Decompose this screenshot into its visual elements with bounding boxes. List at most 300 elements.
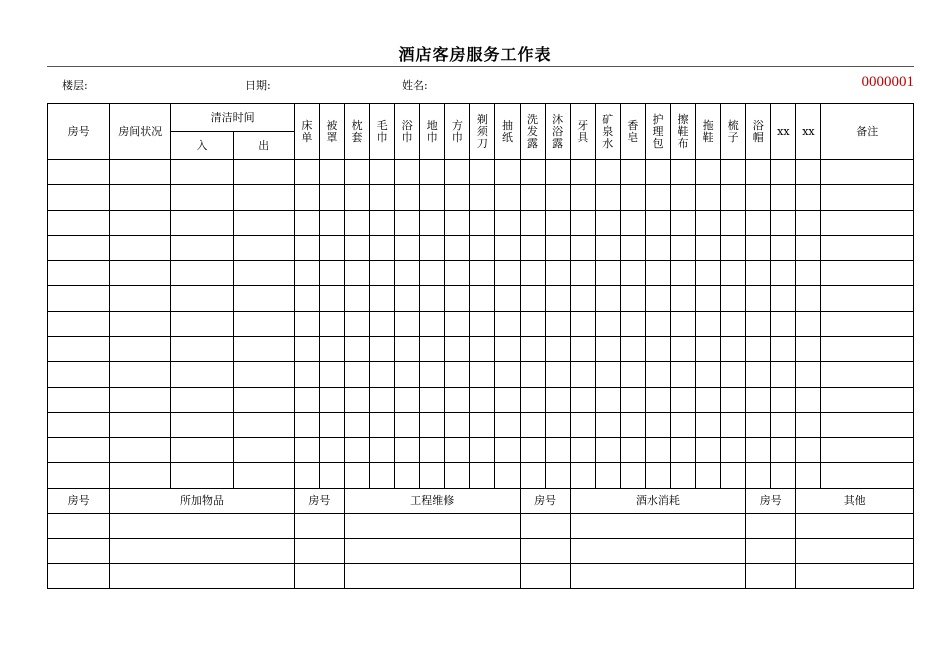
table-cell[interactable] <box>670 311 695 336</box>
table-cell[interactable] <box>48 463 110 488</box>
table-cell[interactable] <box>771 463 796 488</box>
table-cell[interactable] <box>796 513 914 538</box>
table-cell[interactable] <box>48 412 110 437</box>
table-cell[interactable] <box>319 412 344 437</box>
table-cell[interactable] <box>570 387 595 412</box>
table-cell[interactable] <box>110 438 171 463</box>
table-cell[interactable] <box>171 463 233 488</box>
table-cell[interactable] <box>721 210 746 235</box>
table-cell[interactable] <box>796 538 914 563</box>
table-cell[interactable] <box>520 160 545 185</box>
table-cell[interactable] <box>344 311 369 336</box>
table-cell[interactable] <box>796 261 821 286</box>
table-cell[interactable] <box>821 235 914 260</box>
table-cell[interactable] <box>319 311 344 336</box>
table-cell[interactable] <box>171 160 233 185</box>
table-cell[interactable] <box>670 362 695 387</box>
table-cell[interactable] <box>445 235 470 260</box>
table-cell[interactable] <box>171 261 233 286</box>
table-cell[interactable] <box>495 185 520 210</box>
table-cell[interactable] <box>294 185 319 210</box>
table-cell[interactable] <box>796 337 821 362</box>
table-cell[interactable] <box>545 463 570 488</box>
table-cell[interactable] <box>370 362 395 387</box>
table-cell[interactable] <box>294 362 319 387</box>
table-cell[interactable] <box>796 286 821 311</box>
table-cell[interactable] <box>48 286 110 311</box>
table-cell[interactable] <box>570 563 746 588</box>
table-cell[interactable] <box>495 210 520 235</box>
table-cell[interactable] <box>445 438 470 463</box>
table-cell[interactable] <box>620 387 645 412</box>
table-cell[interactable] <box>344 286 369 311</box>
table-cell[interactable] <box>520 513 570 538</box>
table-cell[interactable] <box>344 513 520 538</box>
table-cell[interactable] <box>233 311 294 336</box>
table-cell[interactable] <box>746 261 771 286</box>
table-cell[interactable] <box>696 438 721 463</box>
table-cell[interactable] <box>420 412 445 437</box>
table-cell[interactable] <box>495 286 520 311</box>
table-cell[interactable] <box>319 387 344 412</box>
table-cell[interactable] <box>545 438 570 463</box>
table-cell[interactable] <box>721 235 746 260</box>
table-cell[interactable] <box>445 160 470 185</box>
table-cell[interactable] <box>746 412 771 437</box>
table-cell[interactable] <box>171 412 233 437</box>
table-cell[interactable] <box>721 337 746 362</box>
table-cell[interactable] <box>796 438 821 463</box>
table-cell[interactable] <box>771 337 796 362</box>
table-cell[interactable] <box>470 387 495 412</box>
table-cell[interactable] <box>395 463 420 488</box>
table-cell[interactable] <box>319 160 344 185</box>
table-cell[interactable] <box>821 261 914 286</box>
table-cell[interactable] <box>670 463 695 488</box>
table-cell[interactable] <box>370 412 395 437</box>
table-cell[interactable] <box>48 538 110 563</box>
table-cell[interactable] <box>171 337 233 362</box>
table-cell[interactable] <box>171 235 233 260</box>
table-cell[interactable] <box>520 235 545 260</box>
table-cell[interactable] <box>670 261 695 286</box>
table-cell[interactable] <box>746 563 796 588</box>
table-cell[interactable] <box>746 513 796 538</box>
table-cell[interactable] <box>344 563 520 588</box>
table-cell[interactable] <box>746 387 771 412</box>
table-cell[interactable] <box>233 438 294 463</box>
table-cell[interactable] <box>344 235 369 260</box>
table-cell[interactable] <box>696 160 721 185</box>
table-cell[interactable] <box>470 311 495 336</box>
table-cell[interactable] <box>545 261 570 286</box>
table-cell[interactable] <box>495 387 520 412</box>
table-cell[interactable] <box>645 311 670 336</box>
table-cell[interactable] <box>370 438 395 463</box>
table-cell[interactable] <box>721 160 746 185</box>
table-cell[interactable] <box>670 235 695 260</box>
table-cell[interactable] <box>420 337 445 362</box>
table-cell[interactable] <box>796 235 821 260</box>
table-cell[interactable] <box>821 463 914 488</box>
table-cell[interactable] <box>294 563 344 588</box>
table-cell[interactable] <box>670 412 695 437</box>
table-cell[interactable] <box>48 513 110 538</box>
table-cell[interactable] <box>771 235 796 260</box>
table-cell[interactable] <box>370 261 395 286</box>
table-cell[interactable] <box>110 513 295 538</box>
table-cell[interactable] <box>746 286 771 311</box>
table-cell[interactable] <box>821 438 914 463</box>
table-cell[interactable] <box>620 210 645 235</box>
table-cell[interactable] <box>520 463 545 488</box>
table-cell[interactable] <box>420 387 445 412</box>
table-cell[interactable] <box>470 235 495 260</box>
table-cell[interactable] <box>319 286 344 311</box>
table-cell[interactable] <box>595 286 620 311</box>
table-cell[interactable] <box>746 337 771 362</box>
table-cell[interactable] <box>570 513 746 538</box>
table-cell[interactable] <box>796 311 821 336</box>
table-cell[interactable] <box>520 438 545 463</box>
table-cell[interactable] <box>370 286 395 311</box>
table-cell[interactable] <box>645 185 670 210</box>
table-cell[interactable] <box>620 286 645 311</box>
table-cell[interactable] <box>721 438 746 463</box>
table-cell[interactable] <box>696 261 721 286</box>
table-cell[interactable] <box>470 160 495 185</box>
table-cell[interactable] <box>645 463 670 488</box>
table-cell[interactable] <box>696 463 721 488</box>
table-cell[interactable] <box>233 362 294 387</box>
table-cell[interactable] <box>110 563 295 588</box>
table-cell[interactable] <box>721 387 746 412</box>
table-cell[interactable] <box>495 438 520 463</box>
table-cell[interactable] <box>294 538 344 563</box>
table-cell[interactable] <box>771 387 796 412</box>
table-cell[interactable] <box>171 438 233 463</box>
table-cell[interactable] <box>344 438 369 463</box>
table-cell[interactable] <box>294 438 319 463</box>
table-cell[interactable] <box>821 185 914 210</box>
table-cell[interactable] <box>645 362 670 387</box>
table-cell[interactable] <box>294 513 344 538</box>
table-cell[interactable] <box>696 387 721 412</box>
table-cell[interactable] <box>645 261 670 286</box>
table-cell[interactable] <box>746 438 771 463</box>
table-cell[interactable] <box>495 261 520 286</box>
table-cell[interactable] <box>545 311 570 336</box>
table-cell[interactable] <box>696 235 721 260</box>
table-cell[interactable] <box>445 185 470 210</box>
table-cell[interactable] <box>233 235 294 260</box>
table-cell[interactable] <box>595 337 620 362</box>
table-cell[interactable] <box>470 362 495 387</box>
table-cell[interactable] <box>445 412 470 437</box>
table-cell[interactable] <box>595 160 620 185</box>
table-cell[interactable] <box>395 337 420 362</box>
table-cell[interactable] <box>821 387 914 412</box>
table-cell[interactable] <box>470 412 495 437</box>
table-cell[interactable] <box>420 463 445 488</box>
table-cell[interactable] <box>570 185 595 210</box>
table-cell[interactable] <box>110 311 171 336</box>
table-cell[interactable] <box>370 311 395 336</box>
table-cell[interactable] <box>570 438 595 463</box>
table-cell[interactable] <box>495 160 520 185</box>
table-cell[interactable] <box>48 362 110 387</box>
table-cell[interactable] <box>495 311 520 336</box>
table-cell[interactable] <box>520 185 545 210</box>
table-cell[interactable] <box>445 463 470 488</box>
table-cell[interactable] <box>294 210 319 235</box>
table-cell[interactable] <box>746 538 796 563</box>
table-cell[interactable] <box>495 362 520 387</box>
table-cell[interactable] <box>344 412 369 437</box>
table-cell[interactable] <box>821 362 914 387</box>
table-cell[interactable] <box>171 362 233 387</box>
table-cell[interactable] <box>696 210 721 235</box>
table-cell[interactable] <box>645 412 670 437</box>
table-cell[interactable] <box>670 387 695 412</box>
table-cell[interactable] <box>370 185 395 210</box>
table-cell[interactable] <box>595 438 620 463</box>
table-cell[interactable] <box>110 337 171 362</box>
table-cell[interactable] <box>771 160 796 185</box>
table-cell[interactable] <box>470 438 495 463</box>
table-cell[interactable] <box>570 210 595 235</box>
table-cell[interactable] <box>545 387 570 412</box>
table-cell[interactable] <box>445 362 470 387</box>
table-cell[interactable] <box>420 160 445 185</box>
table-cell[interactable] <box>645 387 670 412</box>
table-cell[interactable] <box>746 235 771 260</box>
table-cell[interactable] <box>233 160 294 185</box>
table-cell[interactable] <box>545 337 570 362</box>
table-cell[interactable] <box>645 160 670 185</box>
table-cell[interactable] <box>48 387 110 412</box>
table-cell[interactable] <box>395 261 420 286</box>
table-cell[interactable] <box>721 261 746 286</box>
table-cell[interactable] <box>370 463 395 488</box>
table-cell[interactable] <box>344 362 369 387</box>
table-cell[interactable] <box>344 261 369 286</box>
table-cell[interactable] <box>395 210 420 235</box>
table-cell[interactable] <box>595 235 620 260</box>
table-cell[interactable] <box>721 412 746 437</box>
table-cell[interactable] <box>294 286 319 311</box>
table-cell[interactable] <box>420 185 445 210</box>
table-cell[interactable] <box>620 463 645 488</box>
table-cell[interactable] <box>771 210 796 235</box>
table-cell[interactable] <box>319 438 344 463</box>
table-cell[interactable] <box>294 387 319 412</box>
table-cell[interactable] <box>595 463 620 488</box>
table-cell[interactable] <box>645 438 670 463</box>
table-cell[interactable] <box>294 463 319 488</box>
table-cell[interactable] <box>294 261 319 286</box>
table-cell[interactable] <box>48 160 110 185</box>
table-cell[interactable] <box>48 438 110 463</box>
table-cell[interactable] <box>470 463 495 488</box>
table-cell[interactable] <box>620 160 645 185</box>
table-cell[interactable] <box>670 337 695 362</box>
table-cell[interactable] <box>796 185 821 210</box>
table-cell[interactable] <box>233 185 294 210</box>
table-cell[interactable] <box>595 210 620 235</box>
table-cell[interactable] <box>110 362 171 387</box>
table-cell[interactable] <box>171 311 233 336</box>
table-cell[interactable] <box>110 538 295 563</box>
table-cell[interactable] <box>520 210 545 235</box>
table-cell[interactable] <box>395 362 420 387</box>
table-cell[interactable] <box>110 412 171 437</box>
table-cell[interactable] <box>520 538 570 563</box>
table-cell[interactable] <box>233 337 294 362</box>
table-cell[interactable] <box>171 387 233 412</box>
table-cell[interactable] <box>746 160 771 185</box>
table-cell[interactable] <box>721 463 746 488</box>
table-cell[interactable] <box>595 362 620 387</box>
table-cell[interactable] <box>670 438 695 463</box>
table-cell[interactable] <box>495 463 520 488</box>
table-cell[interactable] <box>595 387 620 412</box>
table-cell[interactable] <box>620 438 645 463</box>
table-cell[interactable] <box>696 286 721 311</box>
table-cell[interactable] <box>319 185 344 210</box>
table-cell[interactable] <box>470 337 495 362</box>
table-cell[interactable] <box>696 185 721 210</box>
table-cell[interactable] <box>395 160 420 185</box>
table-cell[interactable] <box>645 210 670 235</box>
table-cell[interactable] <box>370 387 395 412</box>
table-cell[interactable] <box>821 337 914 362</box>
table-cell[interactable] <box>570 337 595 362</box>
table-cell[interactable] <box>233 210 294 235</box>
table-cell[interactable] <box>620 235 645 260</box>
table-cell[interactable] <box>48 235 110 260</box>
table-cell[interactable] <box>420 235 445 260</box>
table-cell[interactable] <box>570 311 595 336</box>
table-cell[interactable] <box>470 261 495 286</box>
table-cell[interactable] <box>344 185 369 210</box>
table-cell[interactable] <box>110 235 171 260</box>
table-cell[interactable] <box>420 261 445 286</box>
table-cell[interactable] <box>445 387 470 412</box>
table-cell[interactable] <box>721 286 746 311</box>
table-cell[interactable] <box>395 185 420 210</box>
table-cell[interactable] <box>420 438 445 463</box>
table-cell[interactable] <box>670 210 695 235</box>
table-cell[interactable] <box>48 185 110 210</box>
table-cell[interactable] <box>48 311 110 336</box>
table-cell[interactable] <box>294 235 319 260</box>
table-cell[interactable] <box>746 185 771 210</box>
table-cell[interactable] <box>110 210 171 235</box>
table-cell[interactable] <box>110 261 171 286</box>
table-cell[interactable] <box>520 311 545 336</box>
table-cell[interactable] <box>645 235 670 260</box>
table-cell[interactable] <box>171 185 233 210</box>
table-cell[interactable] <box>620 185 645 210</box>
table-cell[interactable] <box>645 337 670 362</box>
table-cell[interactable] <box>370 210 395 235</box>
table-cell[interactable] <box>771 438 796 463</box>
table-cell[interactable] <box>110 286 171 311</box>
table-cell[interactable] <box>746 362 771 387</box>
table-cell[interactable] <box>294 337 319 362</box>
table-cell[interactable] <box>696 337 721 362</box>
table-cell[interactable] <box>670 160 695 185</box>
table-cell[interactable] <box>771 261 796 286</box>
table-cell[interactable] <box>696 412 721 437</box>
table-cell[interactable] <box>746 463 771 488</box>
table-cell[interactable] <box>620 337 645 362</box>
table-cell[interactable] <box>445 337 470 362</box>
table-cell[interactable] <box>620 261 645 286</box>
table-cell[interactable] <box>595 261 620 286</box>
table-cell[interactable] <box>48 563 110 588</box>
table-cell[interactable] <box>233 261 294 286</box>
table-cell[interactable] <box>48 261 110 286</box>
table-cell[interactable] <box>233 463 294 488</box>
table-cell[interactable] <box>395 387 420 412</box>
table-cell[interactable] <box>520 412 545 437</box>
table-cell[interactable] <box>344 210 369 235</box>
table-cell[interactable] <box>344 538 520 563</box>
table-cell[interactable] <box>495 235 520 260</box>
table-cell[interactable] <box>233 387 294 412</box>
table-cell[interactable] <box>445 261 470 286</box>
table-cell[interactable] <box>570 362 595 387</box>
table-cell[interactable] <box>570 235 595 260</box>
table-cell[interactable] <box>821 160 914 185</box>
table-cell[interactable] <box>570 261 595 286</box>
table-cell[interactable] <box>721 185 746 210</box>
table-cell[interactable] <box>110 387 171 412</box>
table-cell[interactable] <box>370 235 395 260</box>
table-cell[interactable] <box>821 210 914 235</box>
table-cell[interactable] <box>370 337 395 362</box>
table-cell[interactable] <box>233 286 294 311</box>
table-cell[interactable] <box>771 412 796 437</box>
table-cell[interactable] <box>545 235 570 260</box>
table-cell[interactable] <box>696 311 721 336</box>
table-cell[interactable] <box>796 412 821 437</box>
table-cell[interactable] <box>721 311 746 336</box>
table-cell[interactable] <box>233 412 294 437</box>
table-cell[interactable] <box>620 311 645 336</box>
table-cell[interactable] <box>771 286 796 311</box>
table-cell[interactable] <box>319 337 344 362</box>
table-cell[interactable] <box>620 412 645 437</box>
table-cell[interactable] <box>395 412 420 437</box>
table-cell[interactable] <box>821 412 914 437</box>
table-cell[interactable] <box>110 463 171 488</box>
table-cell[interactable] <box>796 463 821 488</box>
table-cell[interactable] <box>344 387 369 412</box>
table-cell[interactable] <box>319 261 344 286</box>
table-cell[interactable] <box>171 210 233 235</box>
table-cell[interactable] <box>570 538 746 563</box>
table-cell[interactable] <box>771 311 796 336</box>
table-cell[interactable] <box>319 210 344 235</box>
table-cell[interactable] <box>319 463 344 488</box>
table-cell[interactable] <box>110 185 171 210</box>
table-cell[interactable] <box>395 438 420 463</box>
table-cell[interactable] <box>420 311 445 336</box>
table-cell[interactable] <box>294 311 319 336</box>
